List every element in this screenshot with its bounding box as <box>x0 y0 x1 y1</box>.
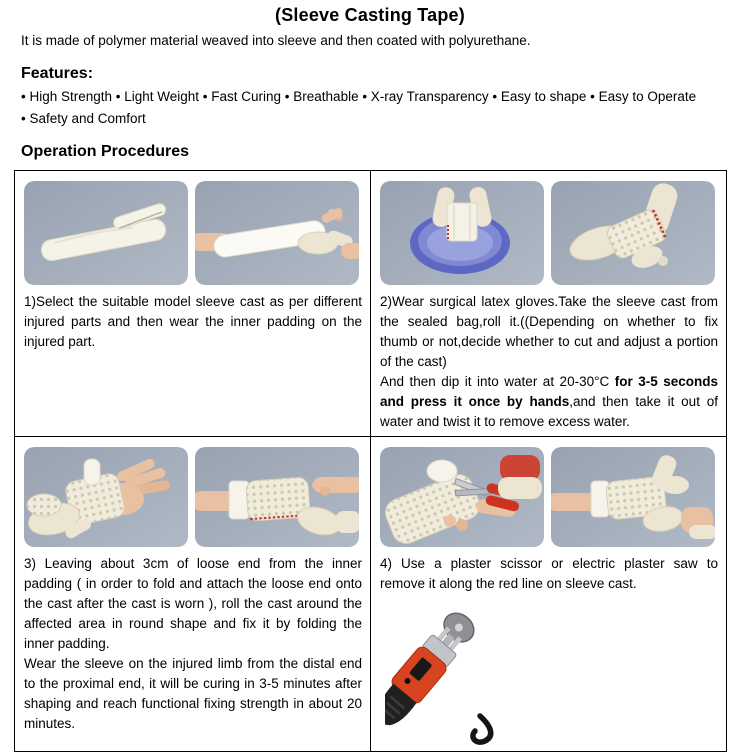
procedures-heading: Operation Procedures <box>21 143 190 160</box>
step3-photos <box>15 437 370 552</box>
step2-text: 2)Wear surgical latex gloves.Take the sleeve cast from the sealed bag,roll it.((Depending on whether to fix thumb or not,decide whether to cut and adjust a portion of the cast) And then dip it into water at 20-30°C for 3-5 seconds and press it once by hands,and then take it out of water and twist it to remove excess water. <box>380 294 719 429</box>
step4-text: 4) Use a plaster scissor or electric plaster saw to remove it along the red line on sleeve cast. <box>380 556 718 591</box>
wearing-sleeve-photo <box>195 181 359 285</box>
wrapping-cast-photo <box>24 447 188 547</box>
table-row <box>15 437 727 752</box>
fixing-cast-photo <box>195 447 359 547</box>
step3-cell <box>15 437 371 752</box>
step2-bold-text: for 3-5 seconds and press it once by hands <box>380 374 719 409</box>
step4-photos <box>371 437 726 552</box>
step1-text: 1)Select the suitable model sleeve cast as per different injured parts and then wear the inner padding on the injured part. <box>24 294 362 349</box>
step3-text: 3) Leaving about 3cm of loose end from the inner padding ( in order to fold and attach the loose end onto the cast after the cast is worn ), roll the cast around the affected area in round shape and fix it by folding the inner padding. Wear the sleeve on the injured limb from the distal end to the proximal end, it will be curing in 3-5 minutes after shaping and reach functional fixing strength in about 20 minutes. <box>24 556 362 731</box>
features-line-2: • Safety and Comfort <box>21 111 146 126</box>
twisting-cast-photo <box>551 181 715 285</box>
step1-photos <box>15 171 370 290</box>
electric-plaster-saw-image <box>371 598 726 751</box>
electric-plaster-saw-icon <box>385 604 520 746</box>
step1-cell <box>15 171 371 437</box>
sleeve-cast-product-photo <box>24 181 188 285</box>
features-heading: Features: <box>21 65 94 82</box>
dipping-water-bowl-photo <box>380 181 544 285</box>
page-title: (Sleeve Casting Tape) <box>275 5 465 25</box>
step2-photos <box>371 171 726 290</box>
removing-cast-photo <box>551 447 715 547</box>
step2-cell <box>371 171 727 437</box>
step4-cell <box>371 437 727 752</box>
procedures-table <box>14 170 727 752</box>
intro-text: It is made of polymer material weaved into sleeve and then coated with polyurethane. <box>21 33 531 48</box>
cutting-cast-scissors-photo <box>380 447 544 547</box>
table-row <box>15 171 727 437</box>
features-line-1: • High Strength • Light Weight • Fast Curing • Breathable • X-ray Transparency • Easy to shape • Easy to Operate <box>21 89 697 104</box>
